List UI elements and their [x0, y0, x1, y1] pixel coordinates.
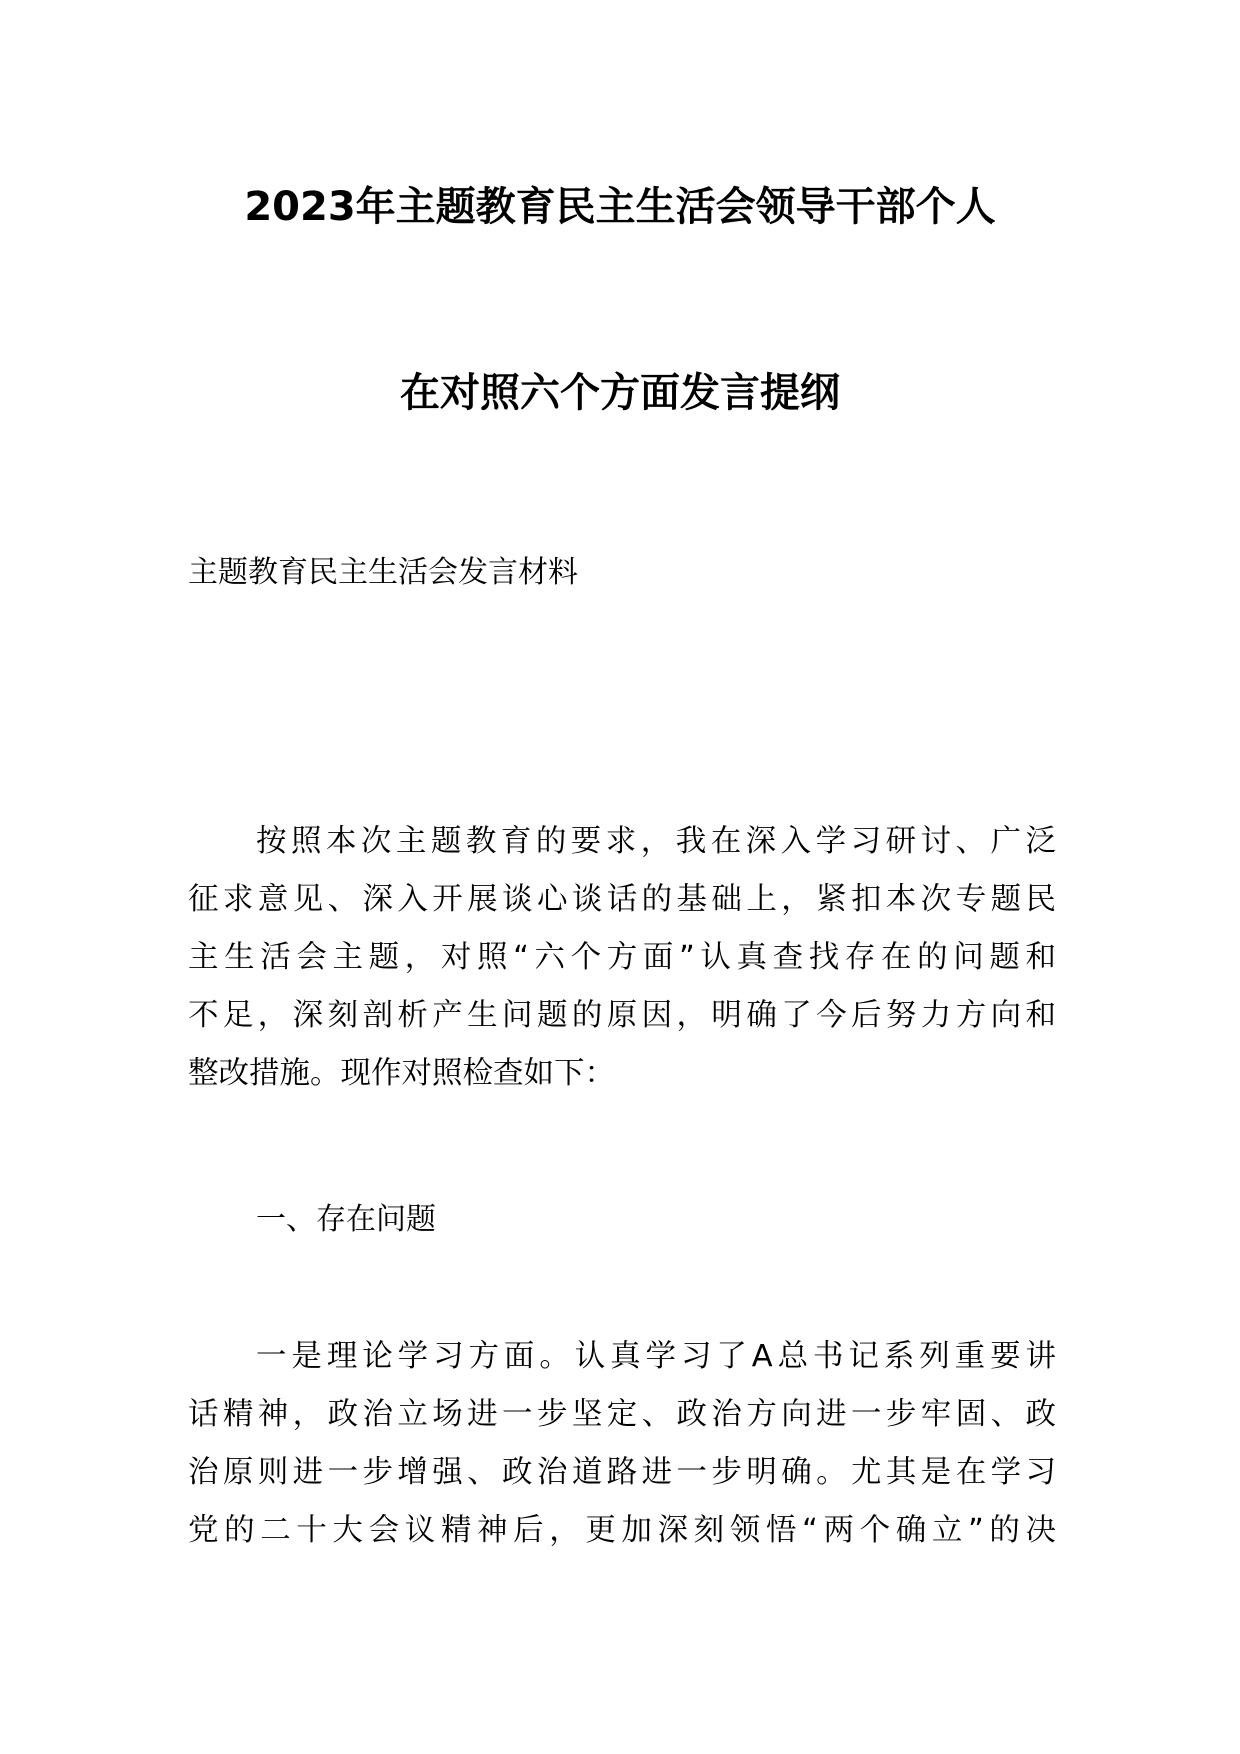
document-title-line-2: 在对照六个方面发言提纲: [400, 370, 840, 416]
paragraph-line: 一是理论学习方面。认真学习了A总书记系列重要讲: [256, 1339, 1056, 1374]
paragraph-line: 治原则进一步增强、政治道路进一步明确。尤其是在学习: [188, 1455, 1056, 1490]
paragraph-line: 党的二十大会议精神后，更加深刻领悟“两个确立”的决: [188, 1513, 1056, 1548]
paragraph-line: 按照本次主题教育的要求，我在深入学习研讨、广泛: [256, 824, 1056, 859]
document-title-line-1: 2023年主题教育民主生活会领导干部个人: [244, 184, 996, 230]
paragraph-line: 话精神，政治立场进一步坚定、政治方向进一步牢固、政: [188, 1397, 1056, 1432]
document-subtitle: 主题教育民主生活会发言材料: [188, 555, 578, 590]
paragraph-line: 主生活会主题，对照“六个方面”认真查找存在的问题和: [188, 940, 1056, 975]
paragraph-line: 不足，深刻剖析产生问题的原因，明确了今后努力方向和: [188, 998, 1056, 1033]
section-heading: 一、存在问题: [256, 1202, 436, 1237]
paragraph-line: 征求意见、深入开展谈心谈话的基础上，紧扣本次专题民: [188, 882, 1056, 917]
paragraph-line: 整改措施。现作对照检查如下：: [188, 1056, 615, 1091]
